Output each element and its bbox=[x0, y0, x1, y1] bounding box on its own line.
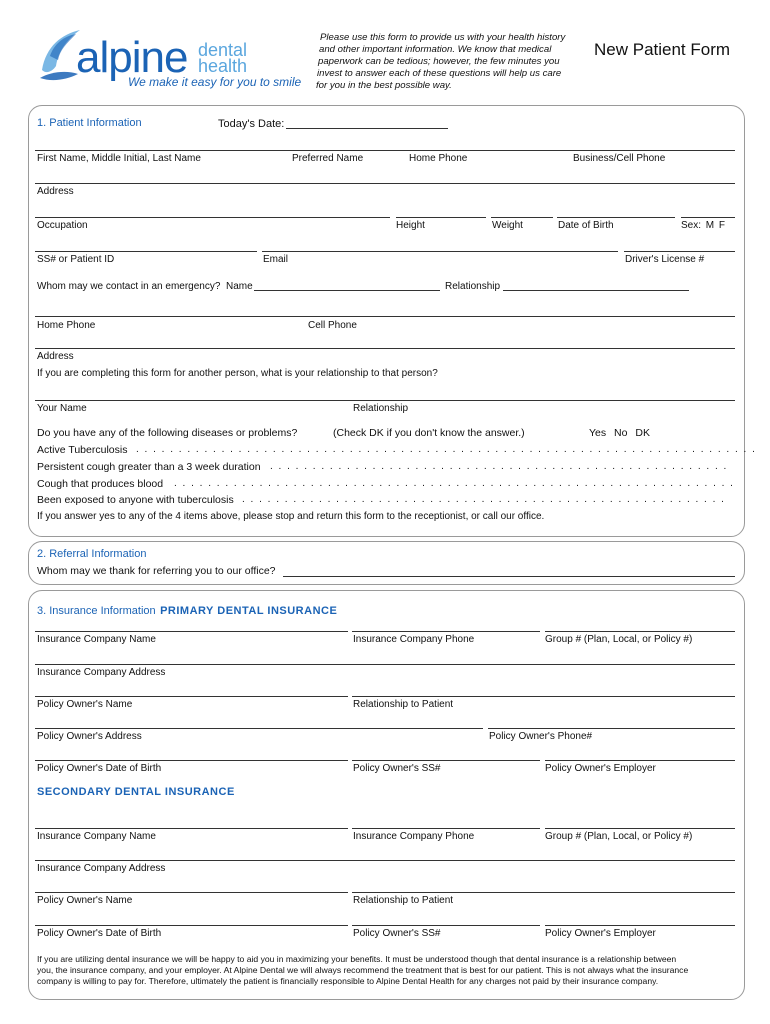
logo-sub-dental: dental bbox=[198, 40, 248, 60]
business-phone-label: Business/Cell Phone bbox=[573, 153, 666, 164]
emergency-relationship-label: Relationship bbox=[445, 281, 501, 292]
primary-owner-phone-label: Policy Owner's Phone# bbox=[489, 731, 593, 742]
dot-leader: . . . . . . . . . . . . . . . . . . . . . . . . . . . . . . . . . . . . . . . . . . . . . . . . . . . . . . . . . . . . . . . . . . . . . . . . . bbox=[136, 444, 757, 455]
referral-question: Whom may we thank for referring you to our office? bbox=[37, 565, 276, 577]
primary-employer-line[interactable] bbox=[545, 760, 735, 761]
primary-employer-label: Policy Owner's Employer bbox=[545, 763, 656, 774]
preferred-name-label: Preferred Name bbox=[292, 153, 364, 164]
your-name-line[interactable] bbox=[35, 400, 735, 401]
secondary-group-label: Group # (Plan, Local, or Policy #) bbox=[545, 831, 693, 842]
emergency-name-field[interactable] bbox=[254, 290, 440, 291]
first-name-label: First Name, Middle Initial, Last Name bbox=[37, 153, 201, 164]
occupation-line[interactable] bbox=[35, 217, 390, 218]
intro-line: for you in the best possible way. bbox=[316, 80, 452, 91]
page-title: New Patient Form bbox=[594, 40, 731, 59]
primary-address-line[interactable] bbox=[35, 664, 735, 665]
primary-address-label: Insurance Company Address bbox=[37, 667, 166, 678]
ss-line[interactable] bbox=[35, 251, 257, 252]
primary-group-line[interactable] bbox=[545, 631, 735, 632]
height-line[interactable] bbox=[396, 217, 486, 218]
license-line[interactable] bbox=[624, 251, 735, 252]
secondary-dob-label: Policy Owner's Date of Birth bbox=[37, 928, 162, 939]
insurance-title: 3. Insurance Information bbox=[37, 605, 156, 617]
dot-leader: . . . . . . . . . . . . . . . . . . . . . . . . . . . . . . . . . . . . . . . . . . . . . . . . . . . . . . bbox=[270, 461, 728, 472]
secondary-dob-line[interactable] bbox=[35, 925, 348, 926]
em-home-phone-label: Home Phone bbox=[37, 320, 96, 331]
primary-phone-line[interactable] bbox=[352, 631, 540, 632]
logo-sub-health: health bbox=[198, 56, 248, 76]
primary-rel-label: Relationship to Patient bbox=[353, 699, 454, 710]
secondary-employer-line[interactable] bbox=[545, 925, 735, 926]
secondary-owner-line[interactable] bbox=[35, 892, 348, 893]
occupation-label: Occupation bbox=[37, 220, 88, 231]
primary-company-line[interactable] bbox=[35, 631, 348, 632]
referral-field[interactable] bbox=[283, 576, 735, 577]
other-person-question: If you are completing this form for another person, what is your relationship to that person? bbox=[37, 368, 438, 379]
section-title-referral: 2. Referral Information bbox=[37, 548, 147, 560]
secondary-rel-line[interactable] bbox=[352, 892, 735, 893]
intro-text bbox=[316, 32, 586, 92]
stop-note: If you answer yes to any of the 4 items above, please stop and return this form to the receptionist, or call our office. bbox=[37, 511, 545, 522]
disclaimer-line: company is willing to pay for. Therefore, ultimately the patient is financially responsible to Alpine Dental Health for any charges not paid by their insurance company. bbox=[37, 976, 659, 986]
disclaimer-line: you, the insurance company, and your employer. At Alpine Dental we will always recommend the treatment that is best for our patient. This is not always what the insurance bbox=[37, 965, 689, 975]
weight-line[interactable] bbox=[491, 217, 553, 218]
em-cell-phone-label: Cell Phone bbox=[308, 320, 357, 331]
primary-dob-line[interactable] bbox=[35, 760, 348, 761]
disease-item: Persistent cough greater than a 3 week duration bbox=[37, 461, 261, 473]
address-line[interactable] bbox=[35, 183, 735, 184]
dot-leader: . . . . . . . . . . . . . . . . . . . . . . . . . . . . . . . . . . . . . . . . . . . . . . . . . . . . . . . . . . . . . . . . . . bbox=[174, 478, 735, 489]
primary-ss-line[interactable] bbox=[352, 760, 540, 761]
primary-owner-label: Policy Owner's Name bbox=[37, 699, 133, 710]
secondary-address-line[interactable] bbox=[35, 860, 735, 861]
intro-line: invest to answer each of these questions will help us care bbox=[317, 68, 562, 79]
primary-phone-label: Insurance Company Phone bbox=[353, 634, 475, 645]
emergency-name-label: Name bbox=[226, 281, 253, 292]
dk-note: (Check DK if you don't know the answer.) bbox=[333, 427, 525, 439]
primary-owner-line[interactable] bbox=[35, 696, 348, 697]
sex-line[interactable] bbox=[681, 217, 735, 218]
secondary-rel-label: Relationship to Patient bbox=[353, 895, 454, 906]
address-label: Address bbox=[37, 186, 74, 197]
primary-owner-phone-line[interactable] bbox=[488, 728, 735, 729]
secondary-employer-label: Policy Owner's Employer bbox=[545, 928, 656, 939]
secondary-owner-label: Policy Owner's Name bbox=[37, 895, 133, 906]
weight-label: Weight bbox=[492, 220, 523, 231]
license-label: Driver's License # bbox=[625, 254, 705, 265]
primary-company-label: Insurance Company Name bbox=[37, 634, 156, 645]
secondary-ss-line[interactable] bbox=[352, 925, 540, 926]
ss-label: SS# or Patient ID bbox=[37, 254, 115, 265]
primary-owner-address-label: Policy Owner's Address bbox=[37, 731, 142, 742]
secondary-ss-label: Policy Owner's SS# bbox=[353, 928, 441, 939]
primary-group-label: Group # (Plan, Local, or Policy #) bbox=[545, 634, 693, 645]
disease-item: Been exposed to anyone with tuberculosis bbox=[37, 494, 234, 506]
disease-question: Do you have any of the following diseases or problems? bbox=[37, 427, 298, 439]
secondary-group-line[interactable] bbox=[545, 828, 735, 829]
home-phone-label: Home Phone bbox=[409, 153, 468, 164]
em-address-label: Address bbox=[37, 351, 74, 362]
your-relationship-label: Relationship bbox=[353, 403, 409, 414]
primary-rel-line[interactable] bbox=[352, 696, 735, 697]
em-address-line[interactable] bbox=[35, 348, 735, 349]
secondary-company-label: Insurance Company Name bbox=[37, 831, 156, 842]
email-label: Email bbox=[263, 254, 289, 265]
primary-insurance-title: PRIMARY DENTAL INSURANCE bbox=[160, 605, 338, 617]
todays-date-field[interactable] bbox=[286, 128, 448, 129]
emergency-phone-line[interactable] bbox=[35, 316, 735, 317]
sex-label: Sex: M F bbox=[681, 220, 726, 231]
yes-no-dk-header: Yes No DK bbox=[589, 427, 650, 439]
dob-label: Date of Birth bbox=[558, 220, 614, 231]
secondary-company-line[interactable] bbox=[35, 828, 348, 829]
section-title-insurance bbox=[37, 601, 337, 619]
intro-line: Please use this form to provide us with your health history bbox=[320, 32, 566, 43]
disease-item: Active Tuberculosis bbox=[37, 444, 128, 456]
todays-date-label: Today's Date: bbox=[218, 118, 285, 130]
secondary-insurance-title: SECONDARY DENTAL INSURANCE bbox=[37, 786, 235, 798]
secondary-phone-label: Insurance Company Phone bbox=[353, 831, 475, 842]
disease-item: Cough that produces blood bbox=[37, 478, 164, 490]
primary-dob-label: Policy Owner's Date of Birth bbox=[37, 763, 162, 774]
name-row-line[interactable] bbox=[35, 150, 735, 151]
your-name-label: Your Name bbox=[37, 403, 87, 414]
primary-ss-label: Policy Owner's SS# bbox=[353, 763, 441, 774]
dob-line[interactable] bbox=[557, 217, 675, 218]
logo-wordmark: alpine bbox=[76, 33, 188, 82]
intro-line: paperwork can be tedious; however, the few minutes you bbox=[318, 56, 560, 67]
email-line[interactable] bbox=[262, 251, 618, 252]
emergency-relationship-field[interactable] bbox=[503, 290, 689, 291]
tagline: We make it easy for you to smile bbox=[128, 75, 302, 89]
primary-owner-address-line[interactable] bbox=[35, 728, 483, 729]
disclaimer-line: If you are utilizing dental insurance we will be happy to aid you in maximizing your benefits. It must be understood though that dental insurance is a relationship between bbox=[37, 954, 677, 964]
dot-leader: . . . . . . . . . . . . . . . . . . . . . . . . . . . . . . . . . . . . . . . . . . . . . . . . . . . . . . . . . bbox=[242, 494, 726, 505]
section-title-patient: 1. Patient Information bbox=[37, 117, 142, 129]
secondary-phone-line[interactable] bbox=[352, 828, 540, 829]
height-label: Height bbox=[396, 220, 425, 231]
secondary-address-label: Insurance Company Address bbox=[37, 863, 166, 874]
emergency-question: Whom may we contact in an emergency? bbox=[37, 281, 221, 292]
intro-line: and other important information. We know that medical bbox=[319, 44, 552, 55]
insurance-disclaimer bbox=[37, 954, 737, 987]
